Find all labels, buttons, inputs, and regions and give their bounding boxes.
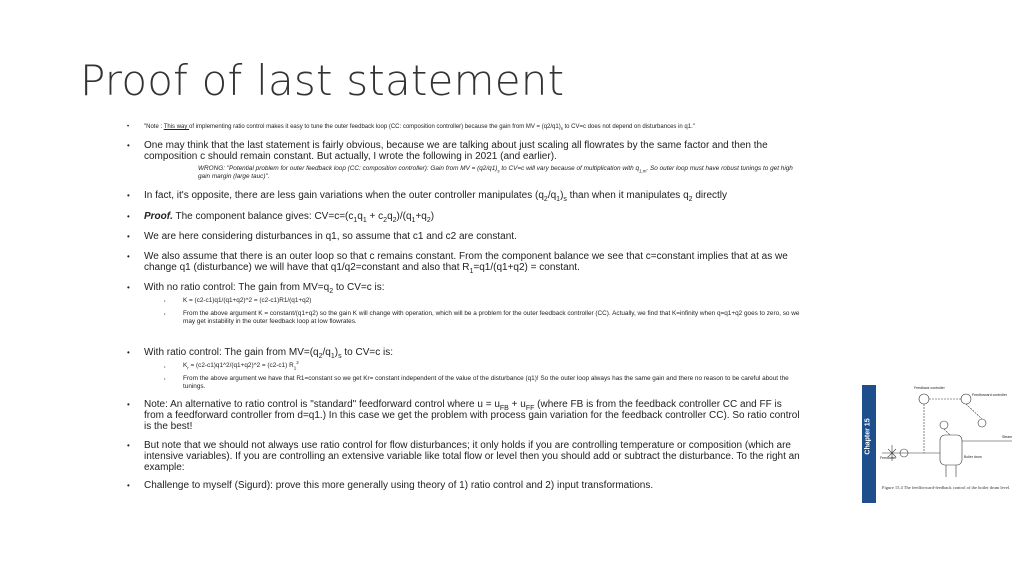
bullet: • <box>127 283 130 292</box>
paragraph-opposite: In fact, it's opposite, there are less gain variations when the outer controller manipulates $(q_2/q_1)_s$ than when it manipulates $q_2$ directly <box>144 190 728 203</box>
bullet: • <box>127 191 130 200</box>
sub-bullet: • <box>164 311 166 316</box>
paragraph-intensive: But note that we should not always use ratio control for flow disturbances; it only holds if you are controlling temperature or composition (which are intensive variables). If you are controlling an extensive variable like total flow or level then you should add or subtract the disturbance. To the right an example: <box>144 440 800 473</box>
paragraph-disturbances: We are here considering disturbances in q1, so assume that c1 and c2 are constant. <box>144 231 517 242</box>
bullet: • <box>127 441 130 450</box>
with-ratio-formula: $K_r$ = (c2-c1)q1^2/(q1+q2)^2 = (c2-c1) $R_1^2$ <box>183 359 299 371</box>
no-ratio-heading: With no ratio control: The gain from $MV=q_2$ to CV=c is: <box>144 282 385 295</box>
bullet: • <box>127 212 130 221</box>
bullet: • <box>127 252 130 261</box>
wrong-quote: WRONG: "Potential problem for outer feedback loop (CC: composition controller): Gain from MV = $(q2/q1)_s$ to CV=c will vary because of multiplication with $q_{1,m}$. So outer loop must have robust tunings to get high gain margin (large tauc)". <box>198 165 793 180</box>
sub-bullet: • <box>164 376 166 381</box>
paragraph-challenge: Challenge to myself (Sigurd): prove this more generally using theory of 1) ratio control and 2) input transformations. <box>144 480 654 491</box>
paragraph-outer-loop: We also assume that there is an outer loop so that c remains constant. From the component balance we see that c=constant implies that at as we change q1 (disturbance) we will have that q1/q2=constant and also that $R_1=q1/(q1+q2)$ = constant. <box>144 251 788 275</box>
bullet: • <box>127 124 130 130</box>
bullet: • <box>127 232 130 241</box>
feedback-label: Feedback controller <box>914 386 945 390</box>
note-text: "Note : This way of implementing ratio control makes it easy to tune the outer feedback loop (CC: composition controller) because the gain from MV = $(q2/q1)_s$ to CV=c does not depend on disturbances in q1." <box>144 124 695 132</box>
boiler-diagram <box>862 385 1022 485</box>
boiler-drum-label: Boiler drum <box>964 455 982 459</box>
with-ratio-heading: With ratio control: The gain from $MV=(q_2/q_1)_s$ to CV=c is: <box>144 347 394 360</box>
proof-text: Proof. The component balance gives: $CV=c=(c_1q_1 + c_2q_2)/(q_1+q_2)$ <box>144 211 435 224</box>
figure-caption: Figure 15.4 The feedforward-feedback control of the boiler drum level. <box>882 485 1011 490</box>
feedforward-note: Note: An alternative to ratio control is "standard" feedforward control where $u = u_{FB} + u_{FF}$ (where FB is from the feedback controller CC and FF is from a feedforward controller from d=q1.) In this case we get the problem with process gain variation for the feedback controller CC). So ratio control is the best! <box>144 399 800 432</box>
steam-label: Steam <box>1002 435 1013 439</box>
chapter-tab: Chapter 15 <box>862 385 876 503</box>
feedwater-label: Feedwater <box>880 456 897 460</box>
bullet: • <box>127 348 130 357</box>
bullet: • <box>127 481 130 490</box>
sub-bullet: • <box>164 298 166 303</box>
bullet: • <box>127 141 130 150</box>
bullet: • <box>127 400 130 409</box>
boiler-drum-figure <box>862 385 1022 503</box>
no-ratio-formula: K = (c2-c1)q1/(q1+q2)^2 = (c2-c1)R1/(q1+q2) <box>183 297 312 304</box>
sub-bullet: • <box>164 364 166 369</box>
no-ratio-explanation: From the above argument K = constant/(q1+q2) so the gain K will change with operation, which will be a problem for the outer feedback controller (CC). Actually, we find that K=infinity when q=q1+q2 goes to zero, so we may get instability in the outer feedback loop at low flowrates. <box>183 310 800 325</box>
feedforward-label: Feedforward controller <box>972 393 1008 397</box>
with-ratio-explanation: From the above argument we have that R1=constant so we get Kr= constant independent of the value of the disturbance (q1)! So the outer loop always has the same gain and there no reason to be careful about the tunings. <box>183 375 789 390</box>
paragraph-obvious: One may think that the last statement is fairly obvious, because we are talking about just scaling all flowrates by the same factor and then the composition c should remain constant. But actually, I wrote the following in 2021 (and earlier). <box>144 140 768 162</box>
page-title: Proof of last statement <box>80 56 565 105</box>
